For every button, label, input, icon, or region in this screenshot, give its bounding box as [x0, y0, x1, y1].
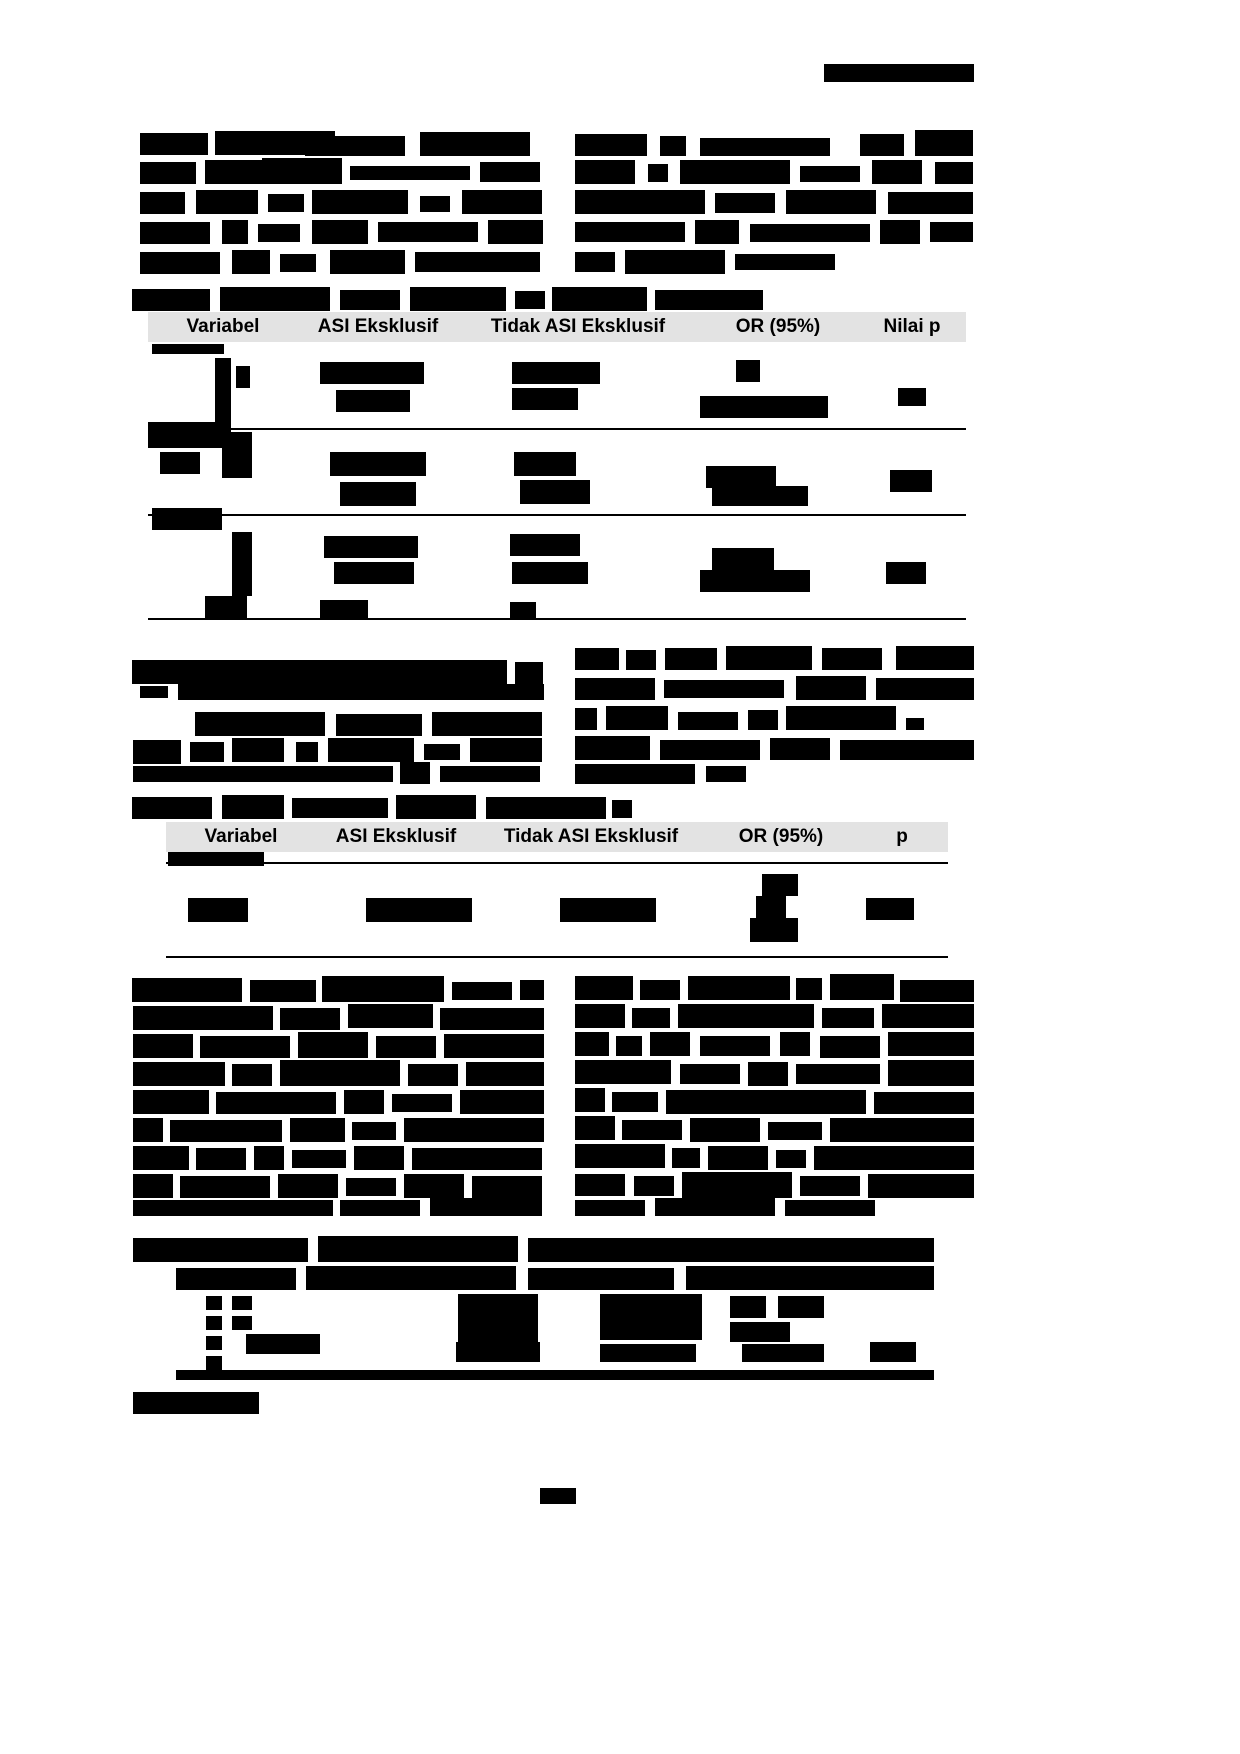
redacted-block	[404, 1118, 544, 1142]
redacted-block	[575, 1004, 625, 1028]
redacted-block	[404, 1174, 464, 1198]
redacted-block	[575, 736, 650, 760]
redacted-block	[882, 1004, 974, 1028]
redacted-block	[440, 766, 540, 782]
redacted-block	[700, 138, 830, 156]
redacted-block	[148, 422, 228, 448]
redacted-block	[796, 1064, 880, 1084]
redacted-block	[292, 798, 388, 818]
redacted-block	[292, 1150, 346, 1168]
redacted-block	[336, 390, 410, 412]
redacted-block	[340, 1200, 420, 1216]
redacted-block	[408, 1064, 458, 1086]
redacted-block	[830, 1118, 974, 1142]
redacted-block	[444, 1034, 544, 1058]
redacted-block	[700, 570, 810, 592]
redacted-block	[254, 1146, 284, 1170]
redacted-block	[575, 648, 619, 670]
redacted-block	[735, 254, 835, 270]
redacted-block	[268, 194, 304, 212]
redacted-block	[330, 452, 426, 476]
redacted-block	[768, 1122, 822, 1140]
redacted-block	[900, 980, 974, 1002]
redacted-block	[420, 132, 530, 156]
redacted-block	[800, 166, 860, 182]
redacted-block	[880, 220, 920, 244]
redacted-block	[785, 1200, 875, 1216]
redacted-block	[780, 1032, 810, 1056]
redacted-block	[575, 1060, 671, 1084]
redacted-block	[736, 360, 760, 382]
redacted-block	[280, 1008, 340, 1030]
redacted-block	[133, 1006, 273, 1030]
redacted-block	[250, 980, 316, 1002]
redacted-block	[354, 1146, 404, 1170]
redacted-block	[486, 797, 606, 819]
redacted-block	[140, 192, 185, 214]
redacted-block	[232, 532, 252, 596]
redacted-block	[152, 508, 222, 530]
redacted-block	[706, 466, 776, 488]
redacted-block	[575, 764, 695, 784]
redacted-block	[748, 1062, 788, 1086]
redacted-block	[206, 1336, 222, 1350]
redacted-block	[612, 1092, 658, 1112]
redacted-block	[140, 222, 210, 244]
redacted-block	[680, 1064, 740, 1084]
redacted-block	[334, 562, 414, 584]
redacted-block	[814, 1146, 974, 1170]
redacted-block	[140, 162, 196, 184]
redacted-block	[600, 1294, 702, 1340]
redacted-block	[930, 222, 973, 242]
redacted-block	[935, 162, 973, 184]
redacted-block	[695, 220, 739, 244]
redacted-block	[650, 1032, 690, 1056]
redacted-block	[132, 660, 507, 684]
redacted-block	[280, 254, 316, 272]
redacted-block	[664, 680, 784, 698]
redacted-block	[298, 1032, 368, 1058]
redacted-block	[133, 740, 181, 764]
redacted-block	[170, 1120, 282, 1142]
redacted-block	[678, 712, 738, 730]
redacted-block	[320, 600, 368, 618]
redacted-block	[688, 976, 790, 1000]
redacted-block	[870, 1342, 916, 1362]
redacted-block	[206, 1316, 222, 1330]
redacted-block	[152, 344, 224, 354]
redacted-block	[820, 1036, 880, 1058]
redacted-block	[822, 1008, 874, 1028]
redacted-block	[612, 800, 632, 818]
redacted-block	[770, 738, 830, 760]
redacted-block	[280, 1060, 400, 1086]
redacted-block	[340, 290, 400, 310]
redacted-block	[466, 1062, 544, 1086]
redacted-block	[133, 1090, 209, 1114]
redacted-block	[200, 1036, 290, 1058]
redacted-block	[336, 714, 422, 736]
redacted-block	[622, 1120, 682, 1140]
table-1-col-header: Variabel	[186, 316, 260, 337]
redacted-block	[528, 1238, 934, 1262]
redacted-block	[432, 712, 542, 736]
redacted-block	[258, 224, 300, 242]
redacted-block	[514, 452, 576, 476]
redacted-block	[344, 1090, 384, 1114]
redacted-block	[742, 1344, 824, 1362]
redacted-block	[232, 738, 284, 762]
redacted-block	[488, 220, 543, 244]
table-2-rule	[166, 956, 948, 958]
redacted-block	[232, 250, 270, 274]
redacted-block	[348, 1004, 433, 1028]
redacted-block	[232, 1296, 252, 1310]
redacted-block	[575, 1088, 605, 1112]
redacted-block	[898, 388, 926, 406]
table-2-col-header: ASI Eksklusif	[335, 826, 457, 847]
redacted-block	[232, 1064, 272, 1086]
redacted-block	[222, 220, 248, 244]
redacted-block	[132, 978, 242, 1002]
redacted-block	[133, 1118, 163, 1142]
redacted-block	[133, 1174, 173, 1198]
redacted-block	[726, 646, 812, 670]
redacted-block	[872, 160, 922, 184]
redacted-block	[456, 1342, 540, 1362]
redacted-block	[196, 190, 258, 214]
table-2-rule	[166, 862, 948, 864]
redacted-block	[634, 1176, 674, 1196]
redacted-block	[682, 1172, 792, 1198]
redacted-block	[195, 712, 325, 736]
redacted-block	[552, 287, 647, 311]
redacted-block	[665, 648, 717, 670]
redacted-block	[346, 1178, 396, 1196]
table-2-col-header: Variabel	[204, 826, 278, 847]
redacted-block	[206, 1356, 222, 1370]
redacted-block	[626, 650, 656, 670]
redacted-block	[196, 1148, 246, 1170]
redacted-block	[312, 220, 368, 244]
redacted-block	[700, 1036, 770, 1056]
redacted-block	[133, 1392, 259, 1414]
redacted-block	[712, 548, 774, 570]
redacted-block	[330, 250, 405, 274]
table-1-col-header: OR (95%)	[735, 316, 821, 337]
redacted-block	[510, 602, 536, 618]
redacted-block	[140, 133, 208, 155]
redacted-block	[520, 480, 590, 504]
redacted-block	[575, 1200, 645, 1216]
redacted-block	[312, 190, 408, 214]
redacted-block	[686, 1266, 934, 1290]
redacted-block	[246, 1334, 320, 1354]
redacted-block	[888, 1060, 974, 1086]
redacted-block	[415, 252, 540, 272]
redacted-block	[180, 1176, 270, 1198]
redacted-block	[133, 766, 393, 782]
redacted-block	[796, 978, 822, 1000]
redacted-block	[412, 1148, 542, 1170]
redacted-block	[205, 596, 247, 618]
redacted-block	[824, 64, 974, 82]
redacted-block	[222, 432, 252, 478]
redacted-block	[575, 252, 615, 272]
redacted-block	[176, 1268, 296, 1290]
redacted-block	[296, 742, 318, 762]
redacted-block	[786, 706, 896, 730]
redacted-block	[140, 686, 168, 698]
redacted-block	[220, 287, 330, 311]
redacted-block	[575, 1144, 665, 1168]
redacted-block	[776, 1150, 806, 1168]
redacted-block	[366, 898, 472, 922]
redacted-block	[890, 470, 932, 492]
redacted-block	[328, 738, 414, 762]
redacted-block	[800, 1176, 860, 1196]
redacted-block	[396, 795, 476, 819]
redacted-block	[400, 762, 430, 784]
redacted-block	[322, 976, 444, 1002]
redacted-block	[140, 252, 220, 274]
redacted-block	[876, 678, 974, 700]
redacted-block	[472, 1176, 542, 1198]
redacted-block	[133, 1238, 308, 1262]
redacted-block	[324, 536, 418, 558]
redacted-block	[886, 562, 926, 584]
redacted-block	[575, 222, 685, 242]
redacted-block	[915, 130, 973, 156]
redacted-block	[378, 222, 478, 242]
redacted-block	[575, 1116, 615, 1140]
redacted-block	[540, 1488, 576, 1504]
redacted-block	[860, 134, 904, 156]
redacted-block	[410, 287, 506, 311]
table-1-rule	[148, 618, 966, 620]
table-1-col-header: Tidak ASI Eksklusif	[490, 316, 666, 337]
redacted-block	[470, 738, 542, 762]
redacted-block	[515, 662, 543, 684]
redacted-block	[708, 1146, 768, 1170]
redacted-block	[575, 160, 635, 184]
redacted-block	[236, 366, 250, 388]
redacted-block	[462, 190, 542, 214]
redacted-block	[575, 976, 633, 1000]
redacted-block	[655, 1198, 775, 1216]
redacted-block	[278, 1174, 338, 1198]
redacted-block	[575, 678, 655, 700]
redacted-block	[896, 646, 974, 670]
redacted-block	[660, 740, 760, 760]
redacted-block	[616, 1036, 642, 1056]
redacted-block	[318, 1236, 518, 1262]
redacted-block	[305, 136, 405, 156]
redacted-block	[575, 190, 705, 214]
redacted-block	[906, 718, 924, 730]
redacted-block	[660, 136, 686, 156]
redacted-block	[822, 648, 882, 670]
redacted-block	[730, 1296, 766, 1318]
redacted-block	[730, 1322, 790, 1342]
redacted-block	[796, 676, 866, 700]
redacted-block	[748, 710, 778, 730]
redacted-block	[440, 1008, 544, 1030]
redacted-block	[352, 1122, 396, 1140]
redacted-block	[786, 190, 876, 214]
redacted-block	[262, 158, 342, 184]
redacted-block	[133, 1200, 333, 1216]
table-1-col-header: Nilai p	[883, 316, 941, 337]
redacted-block	[430, 1198, 542, 1216]
redacted-block	[830, 974, 894, 1000]
redacted-block	[188, 898, 248, 922]
redacted-block	[575, 1032, 609, 1056]
redacted-block	[640, 980, 680, 1000]
redacted-block	[888, 192, 973, 214]
redacted-block	[625, 250, 725, 274]
redacted-block	[648, 164, 668, 182]
redacted-block	[678, 1004, 814, 1028]
table-2-col-header: Tidak ASI Eksklusif	[503, 826, 679, 847]
redacted-block	[690, 1118, 760, 1142]
redacted-block	[392, 1094, 452, 1112]
redacted-block	[520, 980, 544, 1000]
redacted-block	[866, 898, 914, 920]
redacted-block	[133, 1062, 225, 1086]
redacted-block	[680, 160, 790, 184]
redacted-block	[452, 982, 512, 1000]
redacted-block	[655, 290, 763, 310]
table-1-rule	[148, 428, 966, 430]
redacted-block	[420, 196, 450, 212]
redacted-block	[560, 898, 656, 922]
redacted-block	[178, 684, 544, 700]
redacted-block	[762, 874, 798, 896]
table-2-col-header: OR (95%)	[738, 826, 824, 847]
redacted-block	[874, 1092, 974, 1114]
redacted-block	[340, 482, 416, 506]
redacted-block	[750, 224, 870, 242]
redacted-block	[424, 744, 460, 760]
redacted-block	[206, 1296, 222, 1310]
redacted-block	[512, 362, 600, 384]
redacted-block	[232, 1316, 252, 1330]
redacted-block	[376, 1036, 436, 1058]
redacted-block	[132, 797, 212, 819]
redacted-block	[888, 1032, 974, 1056]
redacted-block	[350, 166, 470, 180]
redacted-block	[510, 534, 580, 556]
redacted-block	[840, 740, 974, 760]
table-1-col-header: ASI Eksklusif	[317, 316, 439, 337]
redacted-block	[632, 1008, 670, 1028]
redacted-block	[222, 795, 284, 819]
redacted-block	[750, 918, 798, 942]
redacted-block	[600, 1344, 696, 1362]
redacted-block	[290, 1118, 345, 1142]
redacted-block	[160, 452, 200, 474]
redacted-block	[512, 562, 588, 584]
redacted-block	[460, 1090, 544, 1114]
table-1-header-row	[148, 312, 966, 342]
redacted-block	[666, 1090, 866, 1114]
redacted-block	[512, 388, 578, 410]
redacted-block	[133, 1146, 189, 1170]
redacted-block	[575, 134, 647, 156]
redacted-block	[672, 1148, 700, 1168]
redacted-block	[306, 1266, 516, 1290]
redacted-block	[700, 396, 828, 418]
redacted-block	[320, 362, 424, 384]
table-1-rule	[148, 514, 966, 516]
redacted-block	[715, 193, 775, 213]
redacted-block	[480, 162, 540, 182]
redacted-block	[528, 1268, 674, 1290]
table-2-col-header: p	[896, 826, 908, 847]
redacted-block	[176, 1370, 934, 1380]
redacted-block	[132, 289, 210, 311]
redacted-block	[190, 742, 224, 762]
redacted-block	[133, 1034, 193, 1058]
redacted-block	[706, 766, 746, 782]
redacted-block	[778, 1296, 824, 1318]
redacted-block	[575, 708, 597, 730]
table-2-header-row	[166, 822, 948, 852]
redacted-block	[515, 291, 545, 309]
redacted-block	[868, 1174, 974, 1198]
redacted-block	[216, 1092, 336, 1114]
redacted-block	[712, 486, 808, 506]
redacted-block	[575, 1174, 625, 1196]
redacted-block	[756, 896, 786, 918]
redacted-block	[606, 706, 668, 730]
